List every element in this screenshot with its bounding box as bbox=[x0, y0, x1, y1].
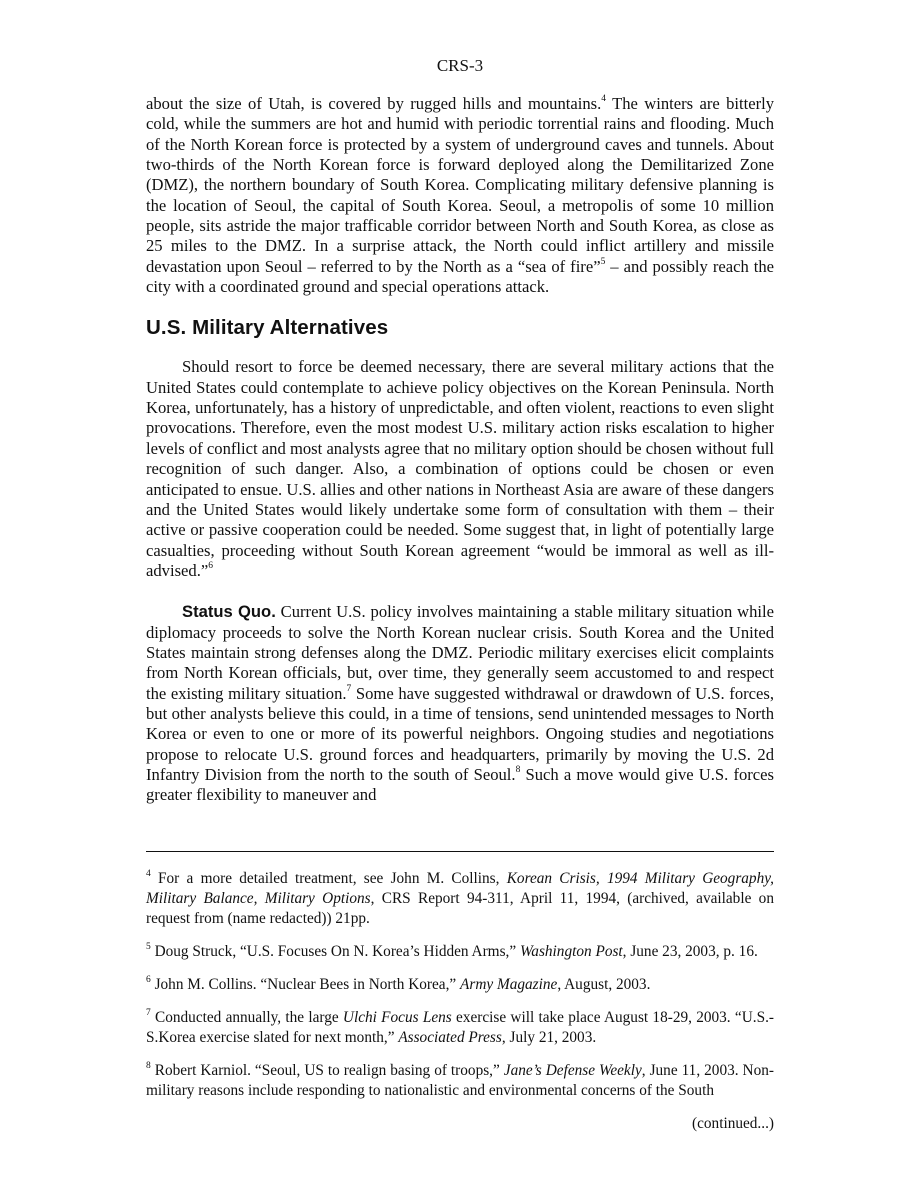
footnote-4: $^4$ For a more detailed treatment, see John M. Collins, Korean Crisis, 1994 Military Geography, Military Balance, Military Options, CRS Report 94-311, April 11, 1994, (archived, available on request from (name redacted)) 21pp. bbox=[146, 868, 774, 927]
section-heading: U.S. Military Alternatives bbox=[146, 316, 389, 340]
footnote-7: $^7$ Conducted annually, the large Ulchi Focus Lens exercise will take place August 18-29, 2003. “U.S.-S.Korea exercise slated for next month,” Associated Press, July 21, 2003. bbox=[146, 1007, 774, 1046]
footnote-ref-4[interactable]: 4 bbox=[601, 94, 607, 105]
alternatives-paragraph: Should resort to force be deemed necessary, there are several military actions that the United States could contemplate to achieve policy objectives on the Korean Peninsula. North Korea, unfortunately, has a history of unpredictable, and often violent, reactions to even slight provocations. Therefore, even the most modest U.S. military action risks escalation to higher levels of conflict and most analysts agree that no military option should be chosen without full recognition of such danger. Also, a combination of options could be chosen or even anticipated to ensue. U.S. allies and other nations in Northeast Asia are aware of these dangers and the United States would likely undertake some form of consultation with them – their active or passive cooperation could be needed. Some suggest that, in light of potentially large casualties, proceeding without South Korean agreement “would be immoral as well as ill-advised.”$^6$ bbox=[146, 357, 774, 580]
footnote-5: $^5$ Doug Struck, “U.S. Focuses On N. Korea’s Hidden Arms,” Washington Post, June 23, 2003, p. 16. bbox=[146, 941, 758, 960]
intro-paragraph: about the size of Utah, is covered by rugged hills and mountains.$^4$ The winters are bitterly cold, while the summers are hot and humid with periodic torrential rains and flooding. Much of the North Korean force is protected by a system of underground caves and tunnels. About two-thirds of the North Korean force is forward deployed along the Demilitarized Zone (DMZ), the northern boundary of South Korea. Complicating military defensive planning is the location of Seoul, the capital of South Korea. Seoul, a metropolis of some 10 million people, sits astride the major trafficable corridor between North and South Korea, as close as 25 miles to the DMZ. In a surprise attack, the North could inflict artillery and missile devastation upon Seoul – referred to by the North as a “sea of fire”$^5$ – and possibly reach the city with a coordinated ground and special operations attack. bbox=[146, 94, 775, 297]
footnote-ref-7[interactable]: 7 bbox=[346, 684, 352, 695]
continued-label: (continued...) bbox=[692, 1115, 774, 1132]
footnote-separator bbox=[146, 851, 774, 852]
footnote-6: $^6$ John M. Collins. “Nuclear Bees in North Korea,” Army Magazine, August, 2003. bbox=[146, 974, 651, 993]
footnote-ref-5[interactable]: 5 bbox=[600, 257, 606, 268]
footnote-8: $^8$ Robert Karniol. “Seoul, US to realign basing of troops,” Jane’s Defense Weekly, June 11, 2003. Non-military reasons include responding to nationalistic and environmental concerns of the South bbox=[146, 1060, 774, 1099]
body-text bbox=[146, 94, 774, 806]
footnote-ref-6[interactable]: 6 bbox=[208, 561, 213, 572]
footnote-ref-8[interactable]: 8 bbox=[515, 765, 521, 776]
status-quo-run-in-heading: Status Quo. bbox=[182, 602, 276, 622]
status-quo-paragraph: Status Quo. Current U.S. policy involves maintaining a stable military situation while diplomacy proceeds to solve the North Korean nuclear crisis. South Korea and the United States maintain strong defenses along the DMZ. Periodic military exercises elicit complaints from North Korean officials, but, over time, they generally seem accustomed to and respect the existing military situation.$^7$ Some have suggested withdrawal or drawdown of U.S. forces, but other analysts believe this could, in a time of tensions, send unintended messages to North Korea or even to one or more of its powerful neighbors. Ongoing studies and negotiations propose to relocate U.S. ground forces and headquarters, primarily by moving the U.S. 2d Infantry Division from the north to the south of Seoul.$^8$ Such a move would give U.S. forces greater flexibility to maneuver and bbox=[146, 602, 774, 805]
footnotes bbox=[146, 869, 774, 1134]
page-number-header: CRS-3 bbox=[436, 56, 484, 75]
